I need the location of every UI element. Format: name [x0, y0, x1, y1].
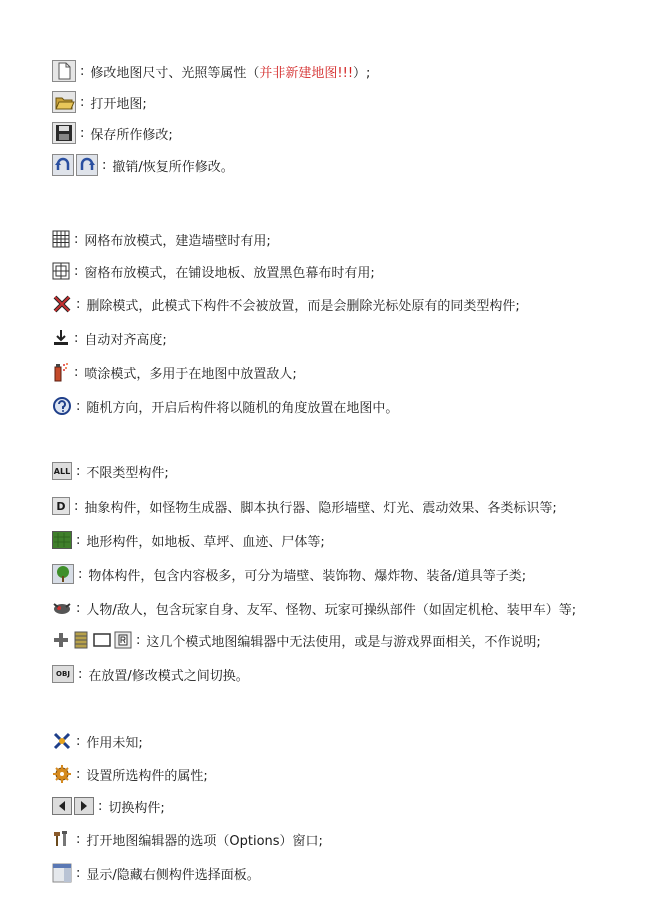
window-mode-icon	[52, 262, 70, 280]
next-arrow-icon	[74, 797, 94, 815]
terrain-icon	[52, 531, 72, 549]
all-types-icon: ALL	[52, 462, 72, 480]
doc-item-terrain: : 地形构件，如地板、草坪、血迹、尸体等;	[52, 527, 325, 553]
item-description: 不限类型构件;	[86, 465, 169, 481]
r-box-icon	[114, 631, 132, 649]
doc-item-spray-mode: : 喷涂模式，多用于在地图中放置敌人;	[52, 359, 297, 385]
item-description: 删除模式，此模式下构件不会被放置，而是会删除光标处原有的同类型构件;	[86, 298, 520, 314]
item-description: 抽象构件，如怪物生成器、脚本执行器、隐形墙壁、灯光、震动效果、各类标识等;	[84, 500, 557, 516]
doc-item-abstract-objects: D : 抽象构件，如怪物生成器、脚本执行器、隐形墙壁、灯光、震动效果、各类标识等;	[52, 493, 557, 519]
film-strip-icon	[72, 631, 90, 649]
item-description: 网格布放模式，建造墙壁时有用;	[84, 233, 271, 249]
item-description: 窗格布放模式，在铺设地板、放置黑色幕布时有用;	[84, 265, 375, 281]
item-description: 随机方向，开启后构件将以随机的角度放置在地图中。	[86, 400, 399, 416]
delete-mode-icon	[52, 294, 72, 314]
item-description: 作用未知;	[86, 735, 143, 751]
item-description: 地形构件，如地板、草坪、血迹、尸体等;	[86, 534, 325, 550]
abstract-object-icon: D	[52, 497, 70, 515]
doc-item-page-properties: : 修改地图尺寸、光照等属性（并非新建地图!!!）;	[52, 58, 370, 84]
item-description: 撤销/恢复所作修改。	[112, 159, 234, 175]
doc-item-unused-modes: : 这几个模式地图编辑器中无法使用，或是与游戏界面相关，不作说明;	[52, 627, 541, 653]
item-description: 人物/敌人，包含玩家自身、友军、怪物、玩家可操纵部件（如固定机枪、装甲车）等;	[86, 602, 577, 618]
mode-switch-icon: OBJ	[52, 665, 74, 683]
doc-item-all-types: ALL : 不限类型构件;	[53, 463, 169, 481]
item-description: 这几个模式地图编辑器中无法使用，或是与游戏界面相关，不作说明;	[146, 634, 541, 650]
item-description: 打开地图编辑器的选项（Options）窗口;	[86, 833, 323, 849]
doc-item-save: : 保存所作修改;	[52, 120, 173, 146]
item-description: 修改地图尺寸、光照等属性（并非新建地图!!!）;	[90, 65, 371, 81]
panel-toggle-icon	[52, 863, 72, 883]
floppy-save-icon	[52, 122, 76, 144]
gear-properties-icon	[52, 764, 72, 784]
doc-item-unknown: : 作用未知;	[52, 728, 143, 754]
item-description: 物体构件，包含内容极多，可分为墙壁、装饰物、爆炸物、装备/道具等子类;	[88, 568, 527, 584]
grid-mode-icon	[52, 230, 70, 248]
doc-item-objects: : 物体构件，包含内容极多，可分为墙壁、装饰物、爆炸物、装备/道具等子类;	[52, 561, 526, 587]
doc-item-window-mode: : 窗格布放模式，在铺设地板、放置黑色幕布时有用;	[52, 258, 375, 284]
doc-item-options: : 打开地图编辑器的选项（Options）窗口;	[52, 826, 323, 852]
item-description: 保存所作修改;	[90, 127, 173, 143]
redo-icon	[76, 154, 98, 176]
item-description: 自动对齐高度;	[84, 332, 167, 348]
doc-item-set-properties: : 设置所选构件的属性;	[52, 761, 208, 787]
character-icon	[52, 599, 72, 617]
options-tools-icon	[52, 829, 72, 849]
doc-item-auto-align: : 自动对齐高度;	[52, 325, 167, 351]
doc-item-characters: : 人物/敌人，包含玩家自身、友军、怪物、玩家可操纵部件（如固定机枪、装甲车）等;	[52, 595, 576, 621]
cross-move-icon	[52, 631, 70, 649]
page-properties-icon	[52, 60, 76, 82]
item-description: 显示/隐藏右侧构件选择面板。	[86, 867, 260, 883]
prev-arrow-icon	[52, 797, 72, 815]
item-description: 设置所选构件的属性;	[86, 768, 208, 784]
item-description: 在放置/修改模式之间切换。	[88, 668, 249, 684]
doc-item-grid-mode: : 网格布放模式，建造墙壁时有用;	[52, 226, 271, 252]
tree-object-icon	[52, 564, 74, 584]
doc-item-random-direction: : 随机方向，开启后构件将以随机的角度放置在地图中。	[52, 393, 398, 419]
spray-mode-icon	[52, 362, 70, 382]
auto-align-height-icon	[52, 329, 70, 347]
item-description: 打开地图;	[90, 96, 147, 112]
doc-item-switch-objects: : 切换构件;	[52, 793, 165, 819]
undo-icon	[52, 154, 74, 176]
doc-item-toggle-panel: : 显示/隐藏右侧构件选择面板。	[52, 860, 260, 886]
doc-item-delete-mode: : 删除模式，此模式下构件不会被放置，而是会删除光标处原有的同类型构件;	[52, 291, 520, 317]
doc-item-open-map: : 打开地图;	[52, 89, 147, 115]
doc-item-mode-switch: OBJ : 在放置/修改模式之间切换。	[52, 661, 249, 687]
open-folder-icon	[52, 91, 76, 113]
item-description: 喷涂模式，多用于在地图中放置敌人;	[84, 366, 297, 382]
unknown-function-icon	[52, 731, 72, 751]
random-direction-icon	[52, 396, 72, 416]
item-description: 切换构件;	[108, 800, 165, 816]
doc-item-undo-redo: : 撤销/恢复所作修改。	[52, 152, 234, 178]
frame-icon	[92, 631, 112, 649]
warning-highlight: 并非新建地图!!!	[259, 65, 354, 81]
